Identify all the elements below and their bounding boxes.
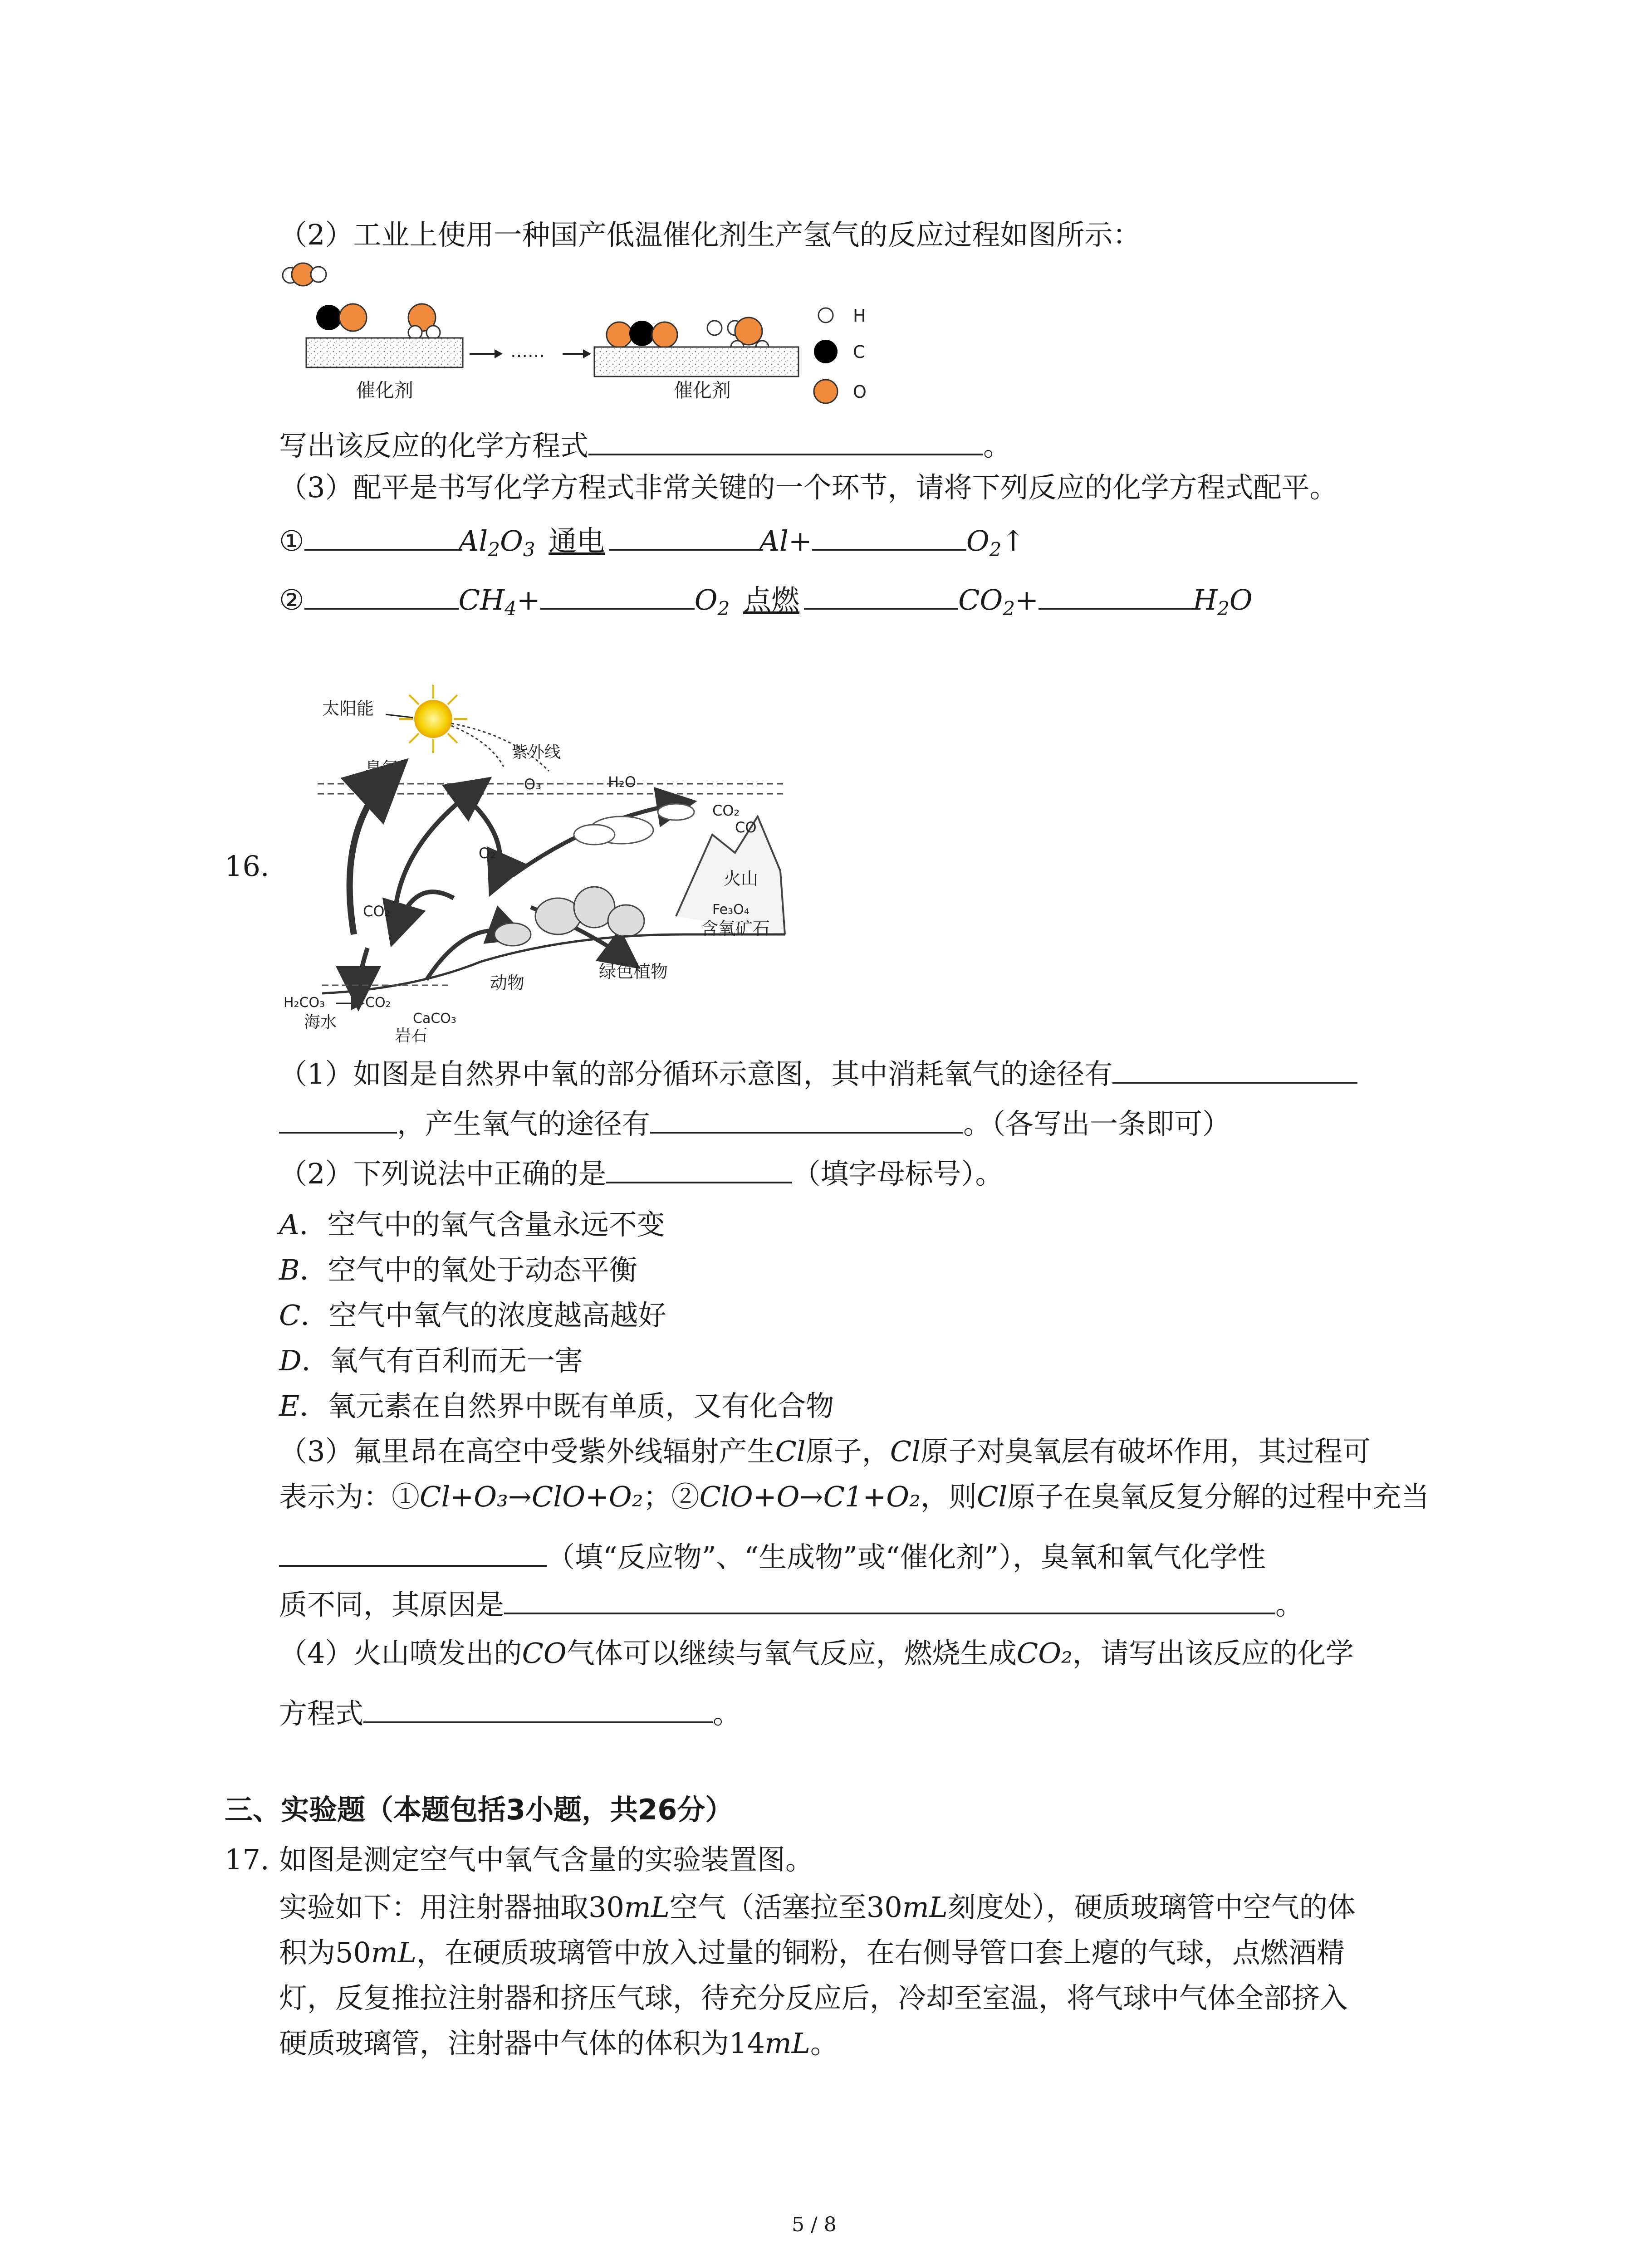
question-number: 17. — [225, 1843, 269, 1876]
svg-text:H: H — [853, 306, 866, 326]
legend — [814, 306, 867, 403]
q17-line2: 积为50mL，在硬质玻璃管中放入过量的铜粉，在右侧导管口套上瘪的气球，点燃酒精 — [279, 1936, 1345, 1969]
answer-blank[interactable] — [279, 1105, 397, 1134]
svg-text:H₂CO₃: H₂CO₃ — [284, 995, 325, 1011]
condition-label: 通电 — [549, 524, 605, 557]
svg-text:催化剂: 催化剂 — [674, 379, 731, 401]
svg-text:O₂: O₂ — [479, 845, 496, 862]
coefficient-blank[interactable] — [812, 522, 966, 551]
svg-text:海水: 海水 — [304, 1013, 337, 1031]
svg-text:O₃: O₃ — [524, 776, 542, 793]
q16-part1-line1: （1）如图是自然界中氧的部分循环示意图，其中消耗氧气的途径有 — [279, 1055, 1357, 1092]
q17-line4: 硬质玻璃管，注射器中气体的体积为14mL。 — [279, 2027, 838, 2060]
svg-text:紫外线: 紫外线 — [512, 743, 561, 762]
svg-text:催化剂: 催化剂 — [356, 379, 414, 401]
q15-part2-intro: （2）工业上使用一种国产低温催化剂生产氢气的反应过程如图所示： — [279, 218, 1141, 251]
q16-part3-line2: 表示为：①Cl+O₃→ClO+O₂；②ClO+O→C1+O₂，则Cl原子在臭氧反复分解的过程中充当 — [279, 1480, 1430, 1513]
write-equation-line: 写出该反应的化学方程式 。 — [279, 426, 1011, 464]
q17-intro: 如图是测定空气中氧气含量的实验装置图。 — [279, 1843, 814, 1876]
coefficient-blank[interactable] — [609, 522, 759, 551]
svg-text:CO₂: CO₂ — [363, 903, 391, 920]
co2-molecule-icon — [607, 321, 677, 347]
q16-part2: （2）下列说法中正确的是 （填字母标号）。 — [279, 1154, 1003, 1192]
svg-text:CO: CO — [735, 819, 757, 836]
svg-text:……: …… — [510, 341, 545, 361]
cloud-icon — [574, 804, 694, 845]
q16-part4-line1: （4）火山喷发出的CO气体可以继续与氧气反应，燃烧生成CO₂，请写出该反应的化学 — [279, 1637, 1354, 1670]
svg-text:CaCO₃: CaCO₃ — [413, 1011, 456, 1026]
question-number: 16. — [225, 850, 269, 883]
sun-icon — [399, 685, 467, 753]
q16-part3-line3: （填“反应物”、“生成物”或“催化剂”），臭氧和氧气化学性 — [279, 1538, 1266, 1575]
answer-blank[interactable] — [650, 1105, 963, 1134]
option-e: E．氧元素在自然界中既有单质，又有化合物 — [279, 1389, 834, 1422]
oxygen-cycle-figure — [277, 680, 798, 1061]
svg-text:CO₂: CO₂ — [365, 995, 391, 1011]
svg-text:臭氧: 臭氧 — [365, 759, 398, 777]
balance-equation-1: ① $Al_2O_3$ 通电 $Al+ O_2↑$ — [279, 522, 1025, 568]
page-number: 5 / 8 — [792, 2213, 837, 2236]
svg-text:岩石: 岩石 — [395, 1026, 428, 1045]
water-molecule-icon — [283, 263, 326, 286]
coefficient-blank[interactable] — [1038, 581, 1193, 610]
coefficient-blank[interactable] — [804, 581, 958, 610]
svg-text:火山: 火山 — [724, 869, 759, 889]
svg-text:C: C — [853, 342, 865, 362]
svg-text:含氧矿石: 含氧矿石 — [701, 919, 770, 938]
co-molecule-icon — [316, 304, 367, 331]
catalyst-block — [306, 338, 463, 367]
svg-text:太阳能: 太阳能 — [322, 699, 374, 719]
option-d: D．氧气有百利而无一害 — [279, 1344, 583, 1377]
answer-blank[interactable] — [363, 1694, 713, 1723]
q16-part3-line1: （3）氟里昂在高空中受紫外线辐射产生Cl原子，Cl原子对臭氧层有破坏作用，其过程可 — [279, 1435, 1371, 1468]
coefficient-blank[interactable] — [304, 522, 459, 551]
answer-blank[interactable] — [606, 1154, 792, 1183]
q17-line3: 灯，反复推拉注射器和挤压气球，待充分反应后，冷却至室温，将气球中气体全部挤入 — [279, 1981, 1348, 2014]
svg-text:O: O — [853, 382, 867, 402]
coefficient-blank[interactable] — [304, 581, 459, 610]
svg-text:CO₂: CO₂ — [712, 802, 740, 819]
q16-part1-line2: ，产生氧气的途径有 。（各写出一条即可） — [279, 1105, 1230, 1142]
answer-blank[interactable] — [504, 1585, 1275, 1614]
answer-blank[interactable] — [1112, 1055, 1357, 1084]
q15-part3: （3）配平是书写化学方程式非常关键的一个环节，请将下列反应的化学方程式配平。 — [279, 471, 1338, 504]
q16-part4-line2: 方程式 。 — [279, 1694, 741, 1732]
catalyst-block — [594, 347, 798, 376]
condition-label: 点燃 — [743, 583, 800, 616]
balance-equation-2: ② $CH_4+ O_2$ 点燃 $CO_2+ H_2O$ — [279, 581, 1253, 627]
option-b: B．空气中的氧处于动态平衡 — [279, 1253, 637, 1286]
option-a: A．空气中的氧气含量永远不变 — [279, 1208, 665, 1241]
q17-line1: 实验如下：用注射器抽取30mL空气（活塞拉至30mL刻度处），硬质玻璃管中空气的体 — [279, 1891, 1356, 1924]
catalyst-reaction-figure — [281, 261, 935, 411]
answer-blank[interactable] — [279, 1538, 547, 1567]
answer-blank[interactable] — [588, 426, 983, 455]
section-heading: 三、实验题（本题包括3小题，共26分） — [225, 1793, 734, 1826]
option-c: C．空气中氧气的浓度越高越好 — [279, 1299, 666, 1332]
svg-text:动物: 动物 — [490, 973, 525, 993]
svg-text:绿色植物: 绿色植物 — [599, 962, 668, 982]
svg-text:H₂O: H₂O — [608, 773, 637, 791]
svg-text:Fe₃O₄: Fe₃O₄ — [712, 902, 749, 918]
water-molecule-icon — [408, 304, 440, 339]
coefficient-blank[interactable] — [540, 581, 695, 610]
q16-part3-line4: 质不同，其原因是 。 — [279, 1585, 1303, 1623]
